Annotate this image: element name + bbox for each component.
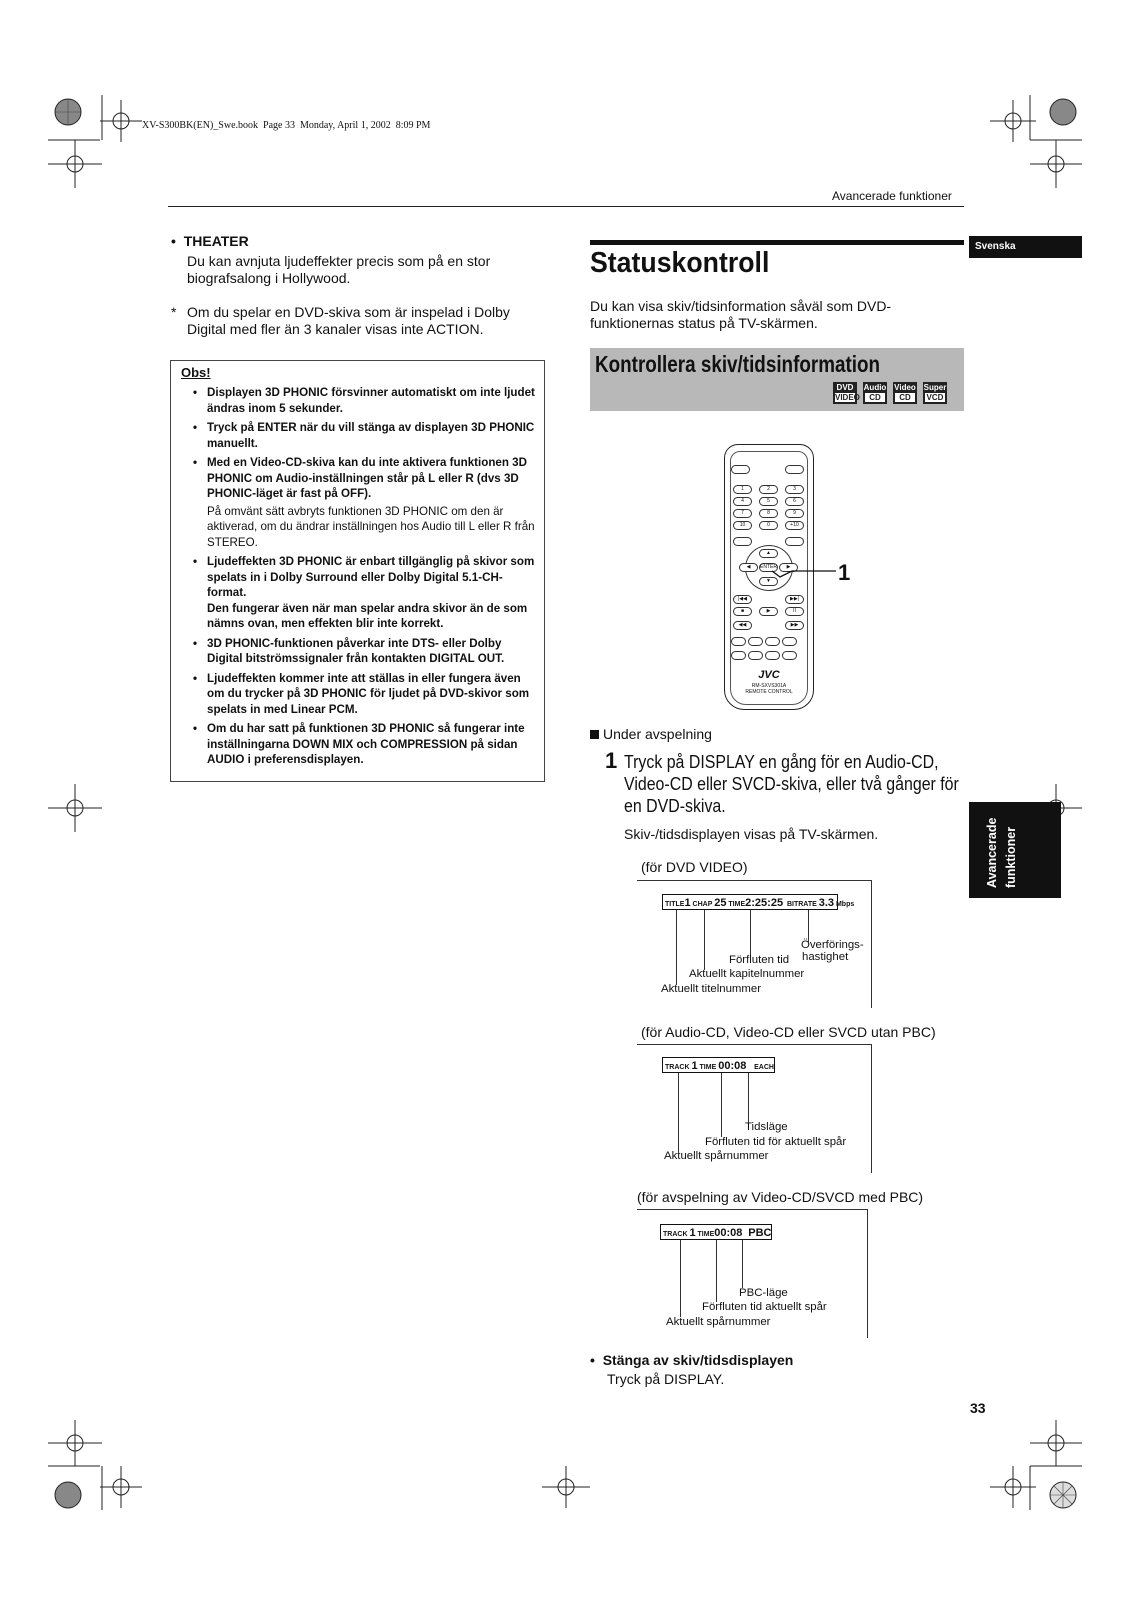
language-tab (969, 236, 1082, 258)
osd1-label-bitrate-2: hastighet (802, 951, 849, 963)
function-button-d (782, 637, 797, 646)
osd2-display: TRACK 1 TIME 00:08 EACH (662, 1057, 775, 1073)
header-rule (168, 206, 964, 207)
key-1: 1 (733, 485, 752, 494)
obs-item: • Tryck på ENTER när du vill stänga av displayen 3D PHONIC manuellt. (171, 420, 539, 451)
page-title: Statuskontroll (590, 247, 770, 279)
osd3-label-track: Aktuellt spårnummer (666, 1316, 771, 1328)
obs-box (170, 360, 545, 782)
osd2-label-mode: Tidsläge (745, 1121, 788, 1133)
obs-item: • Ljudeffekten kommer inte att ställas in eller fungera även om du trycker på 3D PHONIC för ljudet på DVD-skivor som spelats in med Linear PCM. (171, 671, 539, 718)
osd1-label-time: Förfluten tid (729, 954, 790, 966)
side-tab-line1: Avancerade (985, 817, 999, 888)
osd3-caption: (för avspelning av Video-CD/SVCD med PBC) (637, 1189, 924, 1205)
osd1-leader-title (676, 910, 677, 985)
osd2-caption: (för Audio-CD, Video-CD eller SVCD utan PBC) (641, 1024, 936, 1040)
step-subtext: Skiv-/tidsdisplayen visas på TV-skärmen. (624, 826, 879, 842)
obs-item: • Displayen 3D PHONIC försvinner automatiskt om inte ljudet ändras inom 5 sekunder. (171, 385, 539, 416)
osd3-leader-track (680, 1240, 681, 1317)
key-6: 6 (785, 497, 804, 506)
language-tab-label: Svenska (975, 241, 1016, 252)
next-button: ▶▶| (785, 595, 804, 604)
enter-button: ENTER (760, 564, 777, 570)
theater-body: Du kan avnjuta ljudeffekter precis som på en stor biografsalong i Hollywood. (187, 253, 491, 286)
remote-caption: REMOTE CONTROL (745, 689, 793, 695)
running-header: Avancerade funktioner (832, 189, 952, 203)
osd1-leader-time (750, 910, 751, 956)
key-8: 8 (759, 509, 778, 518)
chapter-side-tab (969, 802, 1061, 898)
osd1-label-title: Aktuellt titelnummer (661, 983, 762, 995)
pause-button: II (785, 607, 804, 616)
function-button-f (748, 651, 763, 660)
obs-item: Den fungerar även när man spelar andra skivor än de som nämns ovan, men effekten blir inte korrekt. (207, 601, 528, 630)
theater-title: THEATER (183, 233, 249, 249)
section-banner (590, 348, 964, 411)
obs-title: Obs! (181, 365, 211, 380)
badge-dvd-video: DVD VIDEO (835, 383, 860, 402)
return-button (733, 537, 752, 546)
osd2-leader-time (721, 1073, 722, 1137)
osd2-label-track: Aktuellt spårnummer (664, 1150, 769, 1162)
previous-button: |◀◀ (733, 595, 752, 604)
function-button-b (748, 637, 763, 646)
cancel-button (785, 537, 804, 546)
badge-audio-cd: Audio CD (863, 383, 887, 402)
side-tab-line2: funktioner (1004, 826, 1018, 888)
close-display-heading: • Stänga av skiv/tidsdisplayen (590, 1352, 794, 1368)
page-number: 33 (970, 1400, 986, 1416)
section-title: Kontrollera skiv/tidsinformation (595, 351, 881, 377)
footnote: Om du spelar en DVD-skiva som är inspelad i Dolby Digital med fler än 3 kanaler visas inte ACTION. (187, 304, 510, 337)
key-2: 2 (759, 485, 778, 494)
stop-button: ■ (733, 607, 752, 616)
osd3-label-time: Förfluten tid aktuellt spår (702, 1301, 827, 1313)
remote-model: RM-SXVS301A (751, 683, 787, 689)
step-number: 1 (605, 748, 618, 773)
up-button: ▲ (759, 549, 778, 558)
osd3-leader-time (716, 1240, 717, 1302)
left-button: ◀ (739, 563, 758, 572)
badge-super-vcd: Super VCD (923, 383, 947, 402)
osd3-display: TRACK 1 TIME00:08 PBC (660, 1224, 772, 1240)
key-3: 3 (785, 485, 804, 494)
key-10: 10 (733, 521, 752, 530)
forward-button: ▶▶ (785, 621, 804, 630)
function-button-c (765, 637, 780, 646)
badge-video-cd: Video CD (894, 383, 916, 402)
osd3-leader-mode (742, 1240, 743, 1288)
step-text: Tryck på DISPLAY en gång för en Audio-CD, Video-CD eller SVCD-skiva, eller två gånger för en DVD-skiva. (624, 751, 959, 816)
function-button-e (731, 651, 746, 660)
osd3-label-mode: PBC-läge (739, 1287, 788, 1299)
osd1-label-bitrate-1: Överförings- (801, 939, 864, 951)
osd1-leader-chap (704, 910, 705, 970)
intro-text: Du kan visa skiv/tidsinformation såväl som DVD-funktionernas status på TV-skärmen. (590, 298, 892, 331)
osd2-label-time: Förfluten tid för aktuellt spår (705, 1136, 847, 1148)
key-4: 4 (733, 497, 752, 506)
right-button: ▶ (779, 563, 798, 572)
obs-item: • Om du har satt på funktionen 3D PHONIC så fungerar inte inställningarna DOWN MIX och COMPRESSION på sidan AUDIO i preferensdisplayen. (171, 721, 539, 768)
key-0: 0 (759, 521, 778, 530)
osd1-caption: (för DVD VIDEO) (641, 859, 748, 875)
function-button-g (765, 651, 780, 660)
obs-item: • 3D PHONIC-funktionen påverkar inte DTS- eller Dolby Digital bitströmssignaler från kontakten DIGITAL OUT. (171, 636, 539, 667)
print-info: XV-S300BK(EN)_Swe.book Page 33 Monday, April 1, 2002 8:09 PM (142, 120, 431, 131)
play-button: ▶ (759, 607, 778, 616)
osd2-leader-track (678, 1073, 679, 1152)
remote-callout: 1 (838, 560, 851, 585)
obs-item: På omvänt sätt avbryts funktionen 3D PHONIC om den är aktiverad, om du ändrar inställningen hos Audio till L eller R från STEREO. (207, 504, 535, 549)
function-button-a (731, 637, 746, 646)
obs-item: • Ljudeffekten 3D PHONIC är enbart tillgänglig på skivor som spelats in i Dolby Surround eller Dolby Digital 5.1-CH-format. (171, 554, 539, 601)
key-plus10: +10 (785, 521, 804, 530)
remote-callout-line (770, 555, 840, 585)
remote-brand: JVC (758, 669, 780, 681)
rewind-button: ◀◀ (733, 621, 752, 630)
key-9: 9 (785, 509, 804, 518)
osd2-leader-mode (748, 1073, 749, 1123)
osd1-label-chap: Aktuellt kapitelnummer (689, 968, 805, 980)
close-display-body: Tryck på DISPLAY. (607, 1371, 725, 1387)
theater-heading: • THEATER (171, 233, 249, 249)
key-7: 7 (733, 509, 752, 518)
footnote-mark: * (171, 304, 177, 320)
open-close-button (731, 465, 750, 474)
title-rule (590, 240, 964, 245)
standby-button (785, 465, 804, 474)
down-button: ▼ (759, 577, 778, 586)
key-5: 5 (759, 497, 778, 506)
function-button-h (782, 651, 797, 660)
during-playback: Under avspelning (590, 726, 712, 743)
osd1-display: TITLE1 CHAP 25 TIME2:25:25 BITRATE 3.3 Mbps (662, 894, 838, 910)
obs-item: • Med en Video-CD-skiva kan du inte aktivera funktionen 3D PHONIC om Audio-inställningen står på L eller R (dvs 3D PHONIC-läget är fast på OFF). (171, 455, 539, 502)
